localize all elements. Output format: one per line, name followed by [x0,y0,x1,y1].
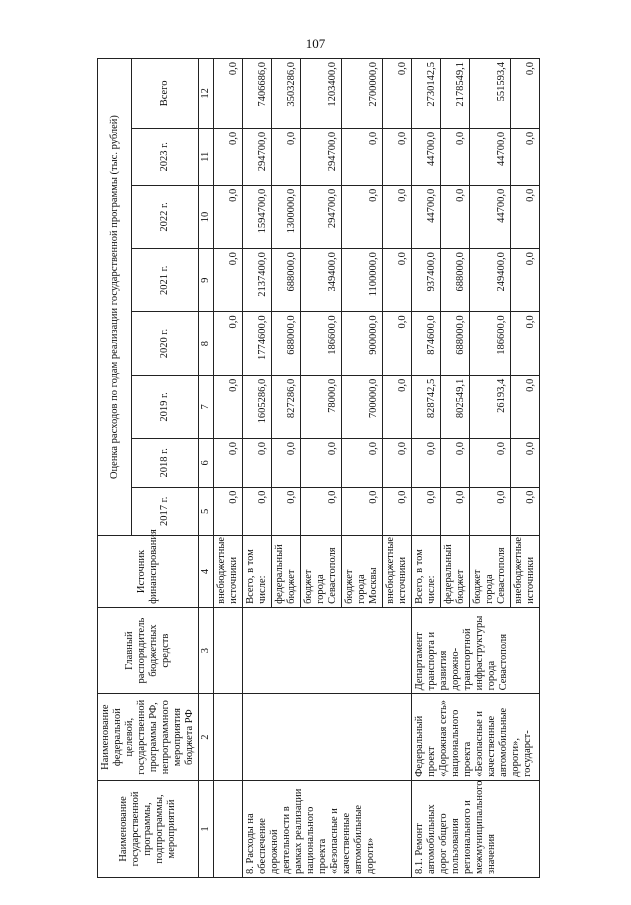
year-value-cell: 700000,0 [342,375,383,438]
total-value-cell: 1203400,0 [301,59,342,129]
column-index: 7 [199,375,214,438]
column-index: 11 [199,128,214,185]
year-value-cell: 349400,0 [301,249,342,312]
year-value-cell: 0,0 [511,312,540,375]
budget-table [97,58,540,878]
year-value-cell: 0,0 [214,185,243,248]
header-year: 2023 г. [132,128,199,185]
year-value-cell: 2137400,0 [243,249,272,312]
column-index: 6 [199,439,214,488]
year-value-cell: 0,0 [470,487,511,536]
table-body [214,59,540,878]
year-value-cell: 0,0 [342,185,383,248]
index-row [199,59,214,878]
year-value-cell: 688000,0 [272,249,301,312]
header-federal-program: Наименование федеральной целевой, государственной программы РФ, непрограммного мероприятия бюджета РФ [98,694,199,781]
year-value-cell: 0,0 [470,439,511,488]
funding-source-cell: Всего, в том числе: [243,536,272,608]
header-year: 2020 г. [132,312,199,375]
total-value-cell: 551593,4 [470,59,511,129]
year-value-cell: 0,0 [214,487,243,536]
total-value-cell: 0,0 [214,59,243,129]
year-value-cell: 0,0 [383,249,412,312]
total-value-cell: 3503286,0 [272,59,301,129]
year-value-cell: 0,0 [441,185,470,248]
column-index: 9 [199,249,214,312]
column-index: 8 [199,312,214,375]
year-value-cell: 827286,0 [272,375,301,438]
year-value-cell: 26193,4 [470,375,511,438]
year-value-cell: 78000,0 [301,375,342,438]
year-value-cell: 0,0 [441,128,470,185]
total-value-cell: 0,0 [383,59,412,129]
rotated-table-container [97,58,597,878]
year-value-cell: 186600,0 [470,312,511,375]
program-name-cell: 8.1. Ремонт автомобильных дорог общего пользования регионального и межмуниципального значения [412,780,540,877]
year-value-cell: 0,0 [441,439,470,488]
year-value-cell: 688000,0 [441,312,470,375]
year-value-cell: 0,0 [511,487,540,536]
year-value-cell: 0,0 [214,128,243,185]
year-value-cell: 0,0 [441,487,470,536]
table-row [214,59,243,878]
funding-source-cell: бюджет города Севастополя [301,536,342,608]
year-value-cell: 1605286,0 [243,375,272,438]
header-funding-source: Источник финансирования [98,536,199,608]
year-value-cell: 0,0 [511,249,540,312]
header-year: 2019 г. [132,375,199,438]
total-value-cell: 2178549,1 [441,59,470,129]
column-index: 4 [199,536,214,608]
year-value-cell: 802549,1 [441,375,470,438]
column-index: 12 [199,59,214,129]
funding-source-cell: внебюджетные источники [214,536,243,608]
federal-program-cell [243,694,412,781]
header-program-name: Наименование государственной программы, подпрограммы, мероприятий [98,780,199,877]
year-value-cell: 294700,0 [301,185,342,248]
year-value-cell: 0,0 [214,312,243,375]
year-value-cell: 900000,0 [342,312,383,375]
header-year: 2018 г. [132,439,199,488]
budget-manager-cell [243,607,412,694]
year-value-cell: 0,0 [412,439,441,488]
funding-source-cell: федеральный бюджет [441,536,470,608]
year-value-cell: 0,0 [511,185,540,248]
header-expense-estimate: Оценка расходов по годам реализации государственной программы (тыс. рублей) [98,59,132,536]
year-value-cell: 0,0 [301,439,342,488]
year-value-cell: 688000,0 [272,312,301,375]
program-name-cell: 8. Расходы на обеспечение дорожной деятельности в рамках реализации национального проекта «Безопасные и качественные автомобильные дороги» [243,780,412,877]
year-value-cell: 249400,0 [470,249,511,312]
column-index: 1 [199,780,214,877]
funding-source-cell: бюджет города Москвы [342,536,383,608]
header-year: 2017 г. [132,487,199,536]
year-value-cell: 0,0 [412,487,441,536]
year-value-cell: 1100000,0 [342,249,383,312]
year-value-cell: 44700,0 [470,128,511,185]
header-total: Всего [132,59,199,129]
year-value-cell: 186600,0 [301,312,342,375]
year-value-cell: 0,0 [383,185,412,248]
total-value-cell: 2700000,0 [342,59,383,129]
column-index: 5 [199,487,214,536]
year-value-cell: 0,0 [243,439,272,488]
year-value-cell: 1774600,0 [243,312,272,375]
year-value-cell: 294700,0 [301,128,342,185]
budget-manager-cell [214,607,243,694]
year-value-cell: 0,0 [214,249,243,312]
funding-source-cell: федеральный бюджет [272,536,301,608]
year-value-cell: 1594700,0 [243,185,272,248]
header-year: 2022 г. [132,185,199,248]
year-value-cell: 0,0 [214,439,243,488]
total-value-cell: 7406686,0 [243,59,272,129]
total-value-cell: 2730142,5 [412,59,441,129]
header-year: 2021 г. [132,249,199,312]
year-value-cell: 0,0 [383,312,412,375]
column-index: 10 [199,185,214,248]
funding-source-cell: внебюджетные источники [383,536,412,608]
year-value-cell: 0,0 [243,487,272,536]
year-value-cell: 44700,0 [412,185,441,248]
year-value-cell: 0,0 [342,439,383,488]
year-value-cell: 828742,5 [412,375,441,438]
column-index: 2 [199,694,214,781]
year-value-cell: 0,0 [383,375,412,438]
year-value-cell: 44700,0 [412,128,441,185]
total-value-cell: 0,0 [511,59,540,129]
year-value-cell: 0,0 [272,128,301,185]
year-value-cell: 294700,0 [243,128,272,185]
year-value-cell: 0,0 [301,487,342,536]
year-value-cell: 0,0 [272,439,301,488]
funding-source-cell: внебюджетные источники [511,536,540,608]
year-value-cell: 0,0 [342,487,383,536]
year-value-cell: 1300000,0 [272,185,301,248]
year-value-cell: 0,0 [511,439,540,488]
year-value-cell: 0,0 [214,375,243,438]
funding-source-cell: бюджет города Севастополя [470,536,511,608]
year-value-cell: 0,0 [272,487,301,536]
table-row [412,59,441,878]
header-budget-manager: Главный распорядитель бюджетных средств [98,607,199,694]
year-value-cell: 0,0 [511,128,540,185]
table-row [243,59,272,878]
column-index: 3 [199,607,214,694]
year-value-cell: 0,0 [511,375,540,438]
year-value-cell: 937400,0 [412,249,441,312]
year-value-cell: 0,0 [383,487,412,536]
year-value-cell: 874600,0 [412,312,441,375]
program-name-cell [214,780,243,877]
year-value-cell: 688000,0 [441,249,470,312]
year-value-cell: 0,0 [383,128,412,185]
funding-source-cell: Всего, в том числе: [412,536,441,608]
year-value-cell: 0,0 [383,439,412,488]
federal-program-cell [214,694,243,781]
year-value-cell: 0,0 [342,128,383,185]
budget-manager-cell: Департамент транспорта и развития дорожно-транспортной инфраструктуры города Севастополя [412,607,540,694]
page-number: 107 [305,36,326,51]
year-value-cell: 44700,0 [470,185,511,248]
federal-program-cell: Федеральный проект «Дорожная сеть» национального проекта «Безопасные и качественные автомобильные дороги», государст- [412,694,540,781]
